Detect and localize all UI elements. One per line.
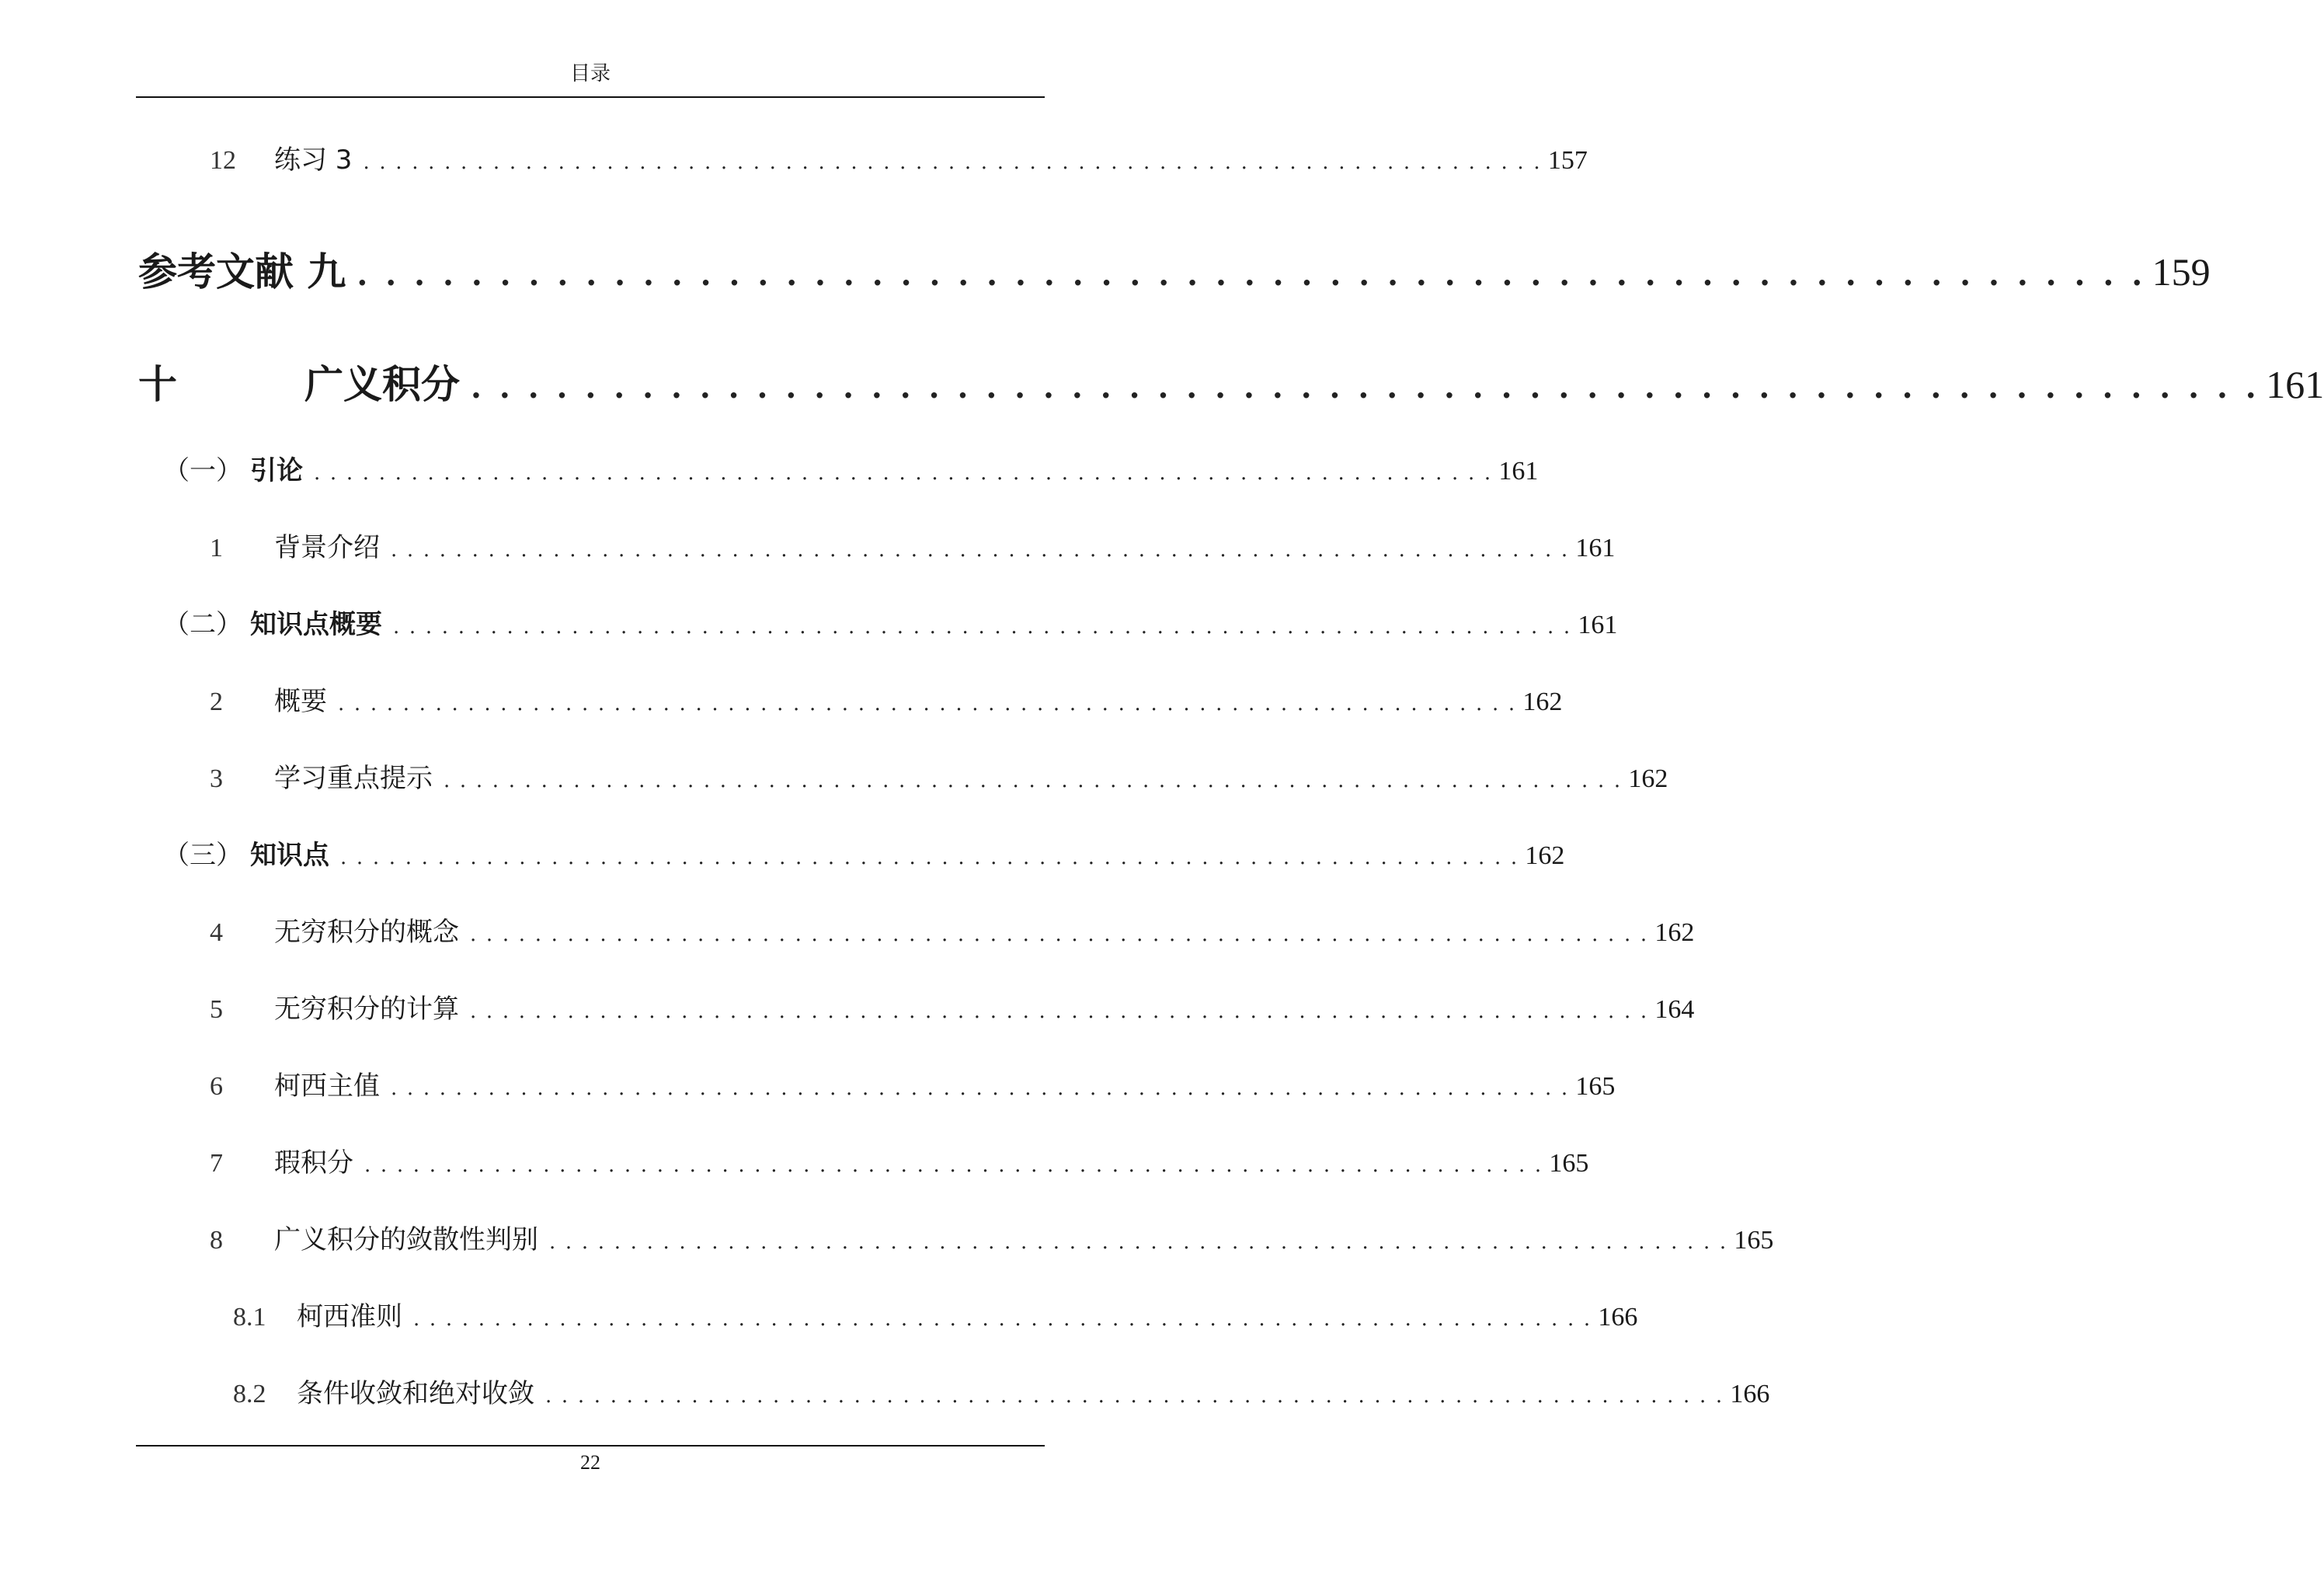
toc-entry-number: 8.2 [233,1380,266,1408]
toc-leader-dots: . . . . . . . . . . . . . . . . . . . . . . . . . . . . . . . . . . . . . . . . . . . . . . . . . . . . . . . . . . . . . . . . . . . . . . . . . [470,1000,1649,1023]
toc-entry-item8-2[interactable] [233,1372,1770,1409]
footer-page-number: 22 [580,1451,600,1474]
toc-entry-number: （一） [163,455,242,486]
toc-entry-page: 157 [1547,146,1588,175]
toc-leader-dots: . . . . . . . . . . . . . . . . . . . . . . . . . . . . . . . . . . . . . . . . . . . . . . . . . . . . . . . . . . . . . . . . . . . . . . . . . [391,538,1570,562]
toc-entry-page: 161 [2266,363,2324,406]
toc-entry-practice3[interactable] [210,138,1588,176]
header-rule [136,96,1045,98]
toc-entry-sec3[interactable] [163,834,1565,871]
toc-entry-number: 6 [210,1072,223,1101]
toc-leader-dots: . . . . . . . . . . . . . . . . . . . . . . . . . . . . . . . . . . . . . . . . . . . . . . . . . . . . . . . . . . . . . . . . . . . . . . . . . [340,846,1519,869]
toc-entry-title: 无穷积分的概念 [274,917,459,948]
toc-entry-page: 161 [1498,457,1539,486]
toc-entry-title: 柯西准则 [297,1301,402,1332]
toc-leader-dots: . . . . . . . . . . . . . . . . . . . . . . . . . . . . . . . . . . . . . . . . . . . . . . . . . . . . . . . . . . . . . . . [471,369,2260,406]
toc-entry-title: 无穷积分的计算 [274,994,459,1025]
toc-entry-number: 8.1 [233,1303,266,1332]
toc-entry-title: 背景介绍 [274,532,380,563]
toc-leader-dots: . . . . . . . . . . . . . . . . . . . . . . . . . . . . . . . . . . . . . . . . . . . . . . . . . . . . . . . . . . . . . . . . . . . . . . . . . [314,461,1493,485]
toc-entry-page: 159 [2152,250,2211,294]
toc-entry-page: 165 [1734,1226,1774,1255]
page-header-title: 目录 [569,62,611,85]
toc-entry-number: 3 [210,764,223,793]
toc-entry-page: 161 [1575,534,1616,562]
toc-entry-title: 练习 3 [274,144,353,176]
toc-entry-title: 广义积分 [304,362,460,407]
toc-entry-number: 5 [210,995,223,1024]
toc-entry-page: 165 [1549,1149,1589,1178]
toc-entry-title: 条件收敛和绝对收敛 [297,1378,534,1409]
toc-entry-page: 164 [1654,995,1695,1024]
toc-entry-page: 162 [1628,764,1668,793]
toc-entry-title: 概要 [274,686,327,717]
toc-entry-number: 2 [210,688,223,716]
toc-leader-dots: . . . . . . . . . . . . . . . . . . . . . . . . . . . . . . . . . . . . . . . . . . . . . . . . . . . . . . . . . . . . . . . . . . . . . . . . . [549,1231,1728,1254]
toc-leader-dots: . . . . . . . . . . . . . . . . . . . . . . . . . . . . . . . . . . . . . . . . . . . . . . . . . . . . . . . . . . . . . . . [357,256,2146,293]
toc-entry-title: 知识点概要 [250,609,382,640]
toc-leader-dots: . . . . . . . . . . . . . . . . . . . . . . . . . . . . . . . . . . . . . . . . . . . . . . . . . . . . . . . . . . . . . . . . . . . . . . . . . [338,692,1517,715]
toc-leader-dots: . . . . . . . . . . . . . . . . . . . . . . . . . . . . . . . . . . . . . . . . . . . . . . . . . . . . . . . . . . . . . . . . . . . . . . . . . [393,615,1572,639]
footer-rule [136,1445,1045,1447]
toc-entry-item4[interactable] [210,910,1695,948]
toc-entry-title: 参考文献 九 [138,249,346,294]
toc-entry-item8-1[interactable] [233,1295,1638,1332]
toc-entry-page: 162 [1522,688,1563,716]
toc-entry-item2[interactable] [210,680,1563,717]
toc-entry-item8[interactable] [210,1218,1774,1255]
toc-entry-references[interactable] [138,241,2211,294]
toc-entry-number: 十 [138,362,177,407]
toc-entry-number: 4 [210,918,223,947]
toc-entry-title: 学习重点提示 [274,763,433,794]
toc-entry-item7[interactable] [210,1141,1589,1178]
toc-leader-dots: . . . . . . . . . . . . . . . . . . . . . . . . . . . . . . . . . . . . . . . . . . . . . . . . . . . . . . . . . . . . . . . . . . . . . . . . . [363,151,1542,174]
toc-leader-dots: . . . . . . . . . . . . . . . . . . . . . . . . . . . . . . . . . . . . . . . . . . . . . . . . . . . . . . . . . . . . . . . . . . . . . . . . . [413,1307,1592,1331]
toc-entry-chapter10[interactable] [138,353,2324,407]
toc-entry-number: 7 [210,1149,223,1178]
toc-entry-item5[interactable] [210,987,1695,1025]
toc-entry-number: （三） [163,840,242,871]
toc-entry-number: 1 [210,534,223,562]
toc-leader-dots: . . . . . . . . . . . . . . . . . . . . . . . . . . . . . . . . . . . . . . . . . . . . . . . . . . . . . . . . . . . . . . . . . . . . . . . . . [470,923,1649,946]
toc-entry-sec2[interactable] [163,603,1618,640]
toc-leader-dots: . . . . . . . . . . . . . . . . . . . . . . . . . . . . . . . . . . . . . . . . . . . . . . . . . . . . . . . . . . . . . . . . . . . . . . . . . [364,1154,1543,1177]
toc-entry-sec1[interactable] [163,449,1539,486]
toc-entry-page: 166 [1598,1303,1638,1332]
toc-entry-page: 162 [1525,841,1565,870]
toc-leader-dots: . . . . . . . . . . . . . . . . . . . . . . . . . . . . . . . . . . . . . . . . . . . . . . . . . . . . . . . . . . . . . . . . . . . . . . . . . [545,1384,1724,1408]
toc-entry-item1[interactable] [210,526,1616,563]
toc-entry-item6[interactable] [210,1064,1616,1102]
toc-entry-page: 162 [1654,918,1695,947]
toc-leader-dots: . . . . . . . . . . . . . . . . . . . . . . . . . . . . . . . . . . . . . . . . . . . . . . . . . . . . . . . . . . . . . . . . . . . . . . . . . [444,769,1623,792]
toc-leader-dots: . . . . . . . . . . . . . . . . . . . . . . . . . . . . . . . . . . . . . . . . . . . . . . . . . . . . . . . . . . . . . . . . . . . . . . . . . [391,1077,1570,1100]
toc-entry-page: 165 [1575,1072,1616,1101]
toc-entry-item3[interactable] [210,757,1668,794]
toc-entry-title: 柯西主值 [274,1071,380,1102]
toc-entry-title: 瑕积分 [274,1147,353,1178]
toc-entry-number: 8 [210,1226,223,1255]
toc-entry-number: （二） [163,609,242,640]
toc-entry-number: 12 [210,146,236,175]
toc-entry-page: 161 [1578,611,1618,639]
toc-entry-title: 广义积分的敛散性判别 [274,1224,538,1255]
toc-entry-page: 166 [1730,1380,1770,1408]
toc-entry-title: 知识点 [250,840,329,871]
toc-entry-title: 引论 [250,455,303,486]
